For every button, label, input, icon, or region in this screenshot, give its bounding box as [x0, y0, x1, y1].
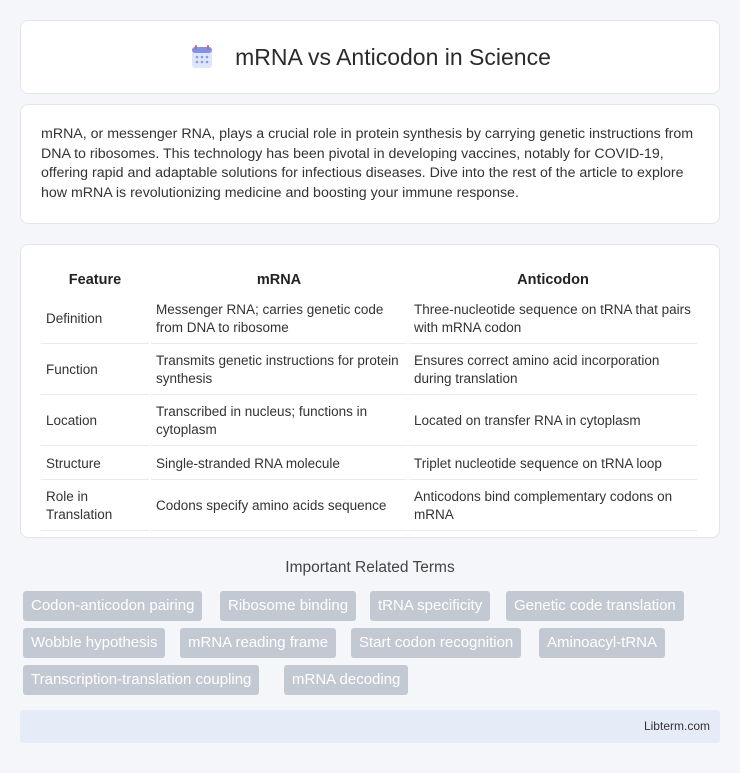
column-header-anticodon: Anticodon	[517, 272, 589, 288]
anticodon-cell: Anticodons bind complementary codons on mRNA	[409, 482, 697, 531]
feature-cell: Location	[41, 397, 149, 446]
related-term-tag[interactable]: Aminoacyl-tRNA	[539, 628, 665, 658]
anticodon-cell: Ensures correct amino acid incorporation during translation	[409, 346, 697, 395]
document-icon	[189, 44, 215, 70]
intro-card	[20, 104, 720, 224]
related-term-tag[interactable]: Genetic code translation	[506, 591, 684, 621]
table-row	[41, 295, 697, 344]
comparison-table	[39, 265, 699, 533]
anticodon-cell: Located on transfer RNA in cytoplasm	[409, 397, 697, 446]
related-term-tag[interactable]: tRNA specificity	[370, 591, 490, 621]
intro-text: mRNA, or messenger RNA, plays a crucial role in protein synthesis by carrying genetic instructions from DNA to ribosomes. This technology has been pivotal in developing vaccines, notably for COVID-19, offering rapid and adaptable solutions for infectious diseases. Dive into the rest of the article to explore how mRNA is revolutionizing medicine and boosting your immune response.	[41, 126, 694, 201]
footer	[20, 710, 720, 743]
mrna-cell: Transmits genetic instructions for protein synthesis	[151, 346, 407, 395]
mrna-cell: Codons specify amino acids sequence	[151, 482, 407, 531]
related-term-tag[interactable]: Start codon recognition	[351, 628, 521, 658]
table-row	[41, 482, 697, 531]
related-terms-title: Important Related Terms	[285, 559, 455, 576]
mrna-cell: Messenger RNA; carries genetic code from DNA to ribosome	[151, 295, 407, 344]
related-term-tag[interactable]: Ribosome binding	[220, 591, 356, 621]
related-term-tag[interactable]: mRNA reading frame	[180, 628, 336, 658]
related-term-tag[interactable]: Transcription-translation coupling	[23, 665, 259, 695]
page-title: mRNA vs Anticodon in Science	[235, 43, 551, 70]
column-header-mrna: mRNA	[256, 272, 302, 288]
feature-cell: Function	[41, 346, 149, 395]
related-term-tag[interactable]: Wobble hypothesis	[23, 628, 165, 658]
table-header-row	[41, 267, 697, 293]
feature-cell: Role in Translation	[41, 482, 149, 531]
mrna-cell: Transcribed in nucleus; functions in cytoplasm	[151, 397, 407, 446]
table-row	[41, 448, 697, 480]
column-header-feature: Feature	[68, 272, 122, 288]
feature-cell: Structure	[41, 448, 149, 480]
table-row	[41, 346, 697, 395]
footer-brand[interactable]: Libterm.com	[643, 719, 710, 733]
anticodon-cell: Three-nucleotide sequence on tRNA that pairs with mRNA codon	[409, 295, 697, 344]
anticodon-cell: Triplet nucleotide sequence on tRNA loop	[409, 448, 697, 480]
header-card	[20, 20, 720, 94]
related-term-tag[interactable]: mRNA decoding	[284, 665, 408, 695]
mrna-cell: Single-stranded RNA molecule	[151, 448, 407, 480]
table-row	[41, 397, 697, 446]
comparison-table-card	[20, 244, 720, 538]
related-term-tag[interactable]: Codon-anticodon pairing	[23, 591, 202, 621]
feature-cell: Definition	[41, 295, 149, 344]
